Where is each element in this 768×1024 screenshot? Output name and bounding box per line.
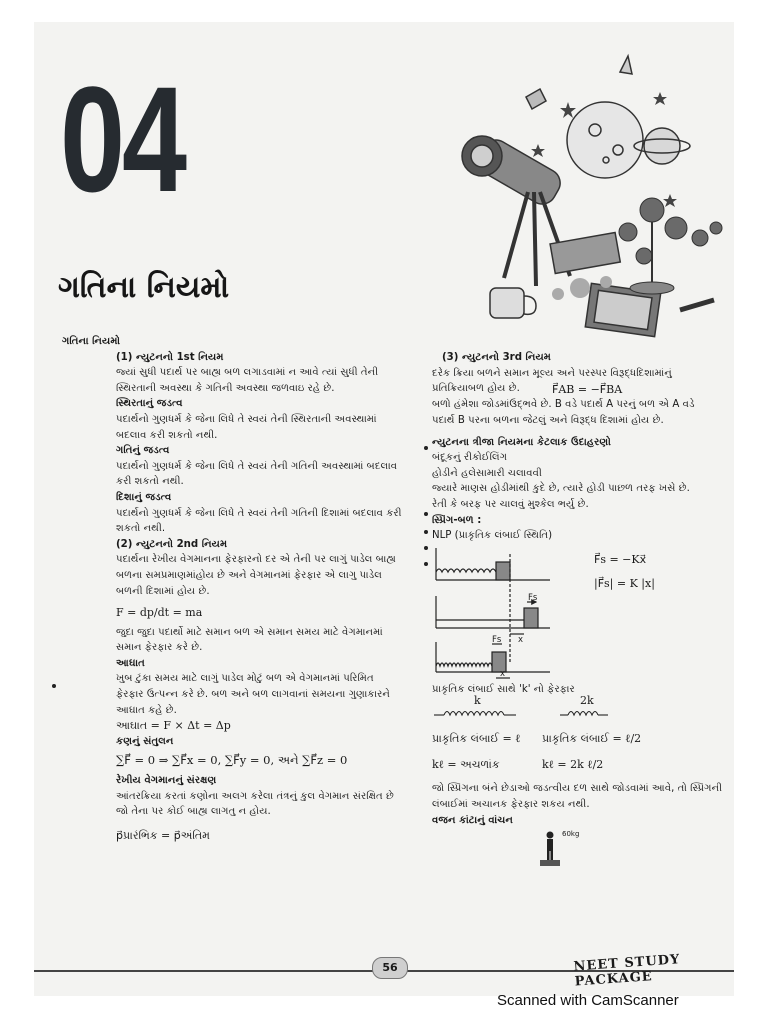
spring-comparison-drawing [432,707,632,723]
space-telescope-illustration [430,42,730,342]
spring-formula-vector: F⃗s = −Kx⃗ [594,552,647,566]
constant-row [432,757,724,781]
rest-inertia-title: સ્થિરતાનું જડત્વ [116,398,183,410]
motion-inertia-title: ગતિનું જડત્વ [116,445,170,457]
direction-inertia-text: શકતો નથી. [116,523,166,535]
law1-text-line: સ્થિરતાની અવસ્થા કે ગતિની અવસ્થા જળવાઇ રહે છે. [116,382,335,394]
example-item: બંદૂકનું રીકોઈલિંગ [432,452,508,464]
spring-2k-label: 2k [580,694,594,708]
law3-title: (3) ન્યુટનનો 3rd નિયમ [442,352,551,363]
bullet-marker [424,562,428,566]
direction-inertia-title: દિશાનું જડત્વ [116,491,172,503]
law2-title: (2) ન્યુટનનો 2nd નિયમ [116,538,228,550]
spring-formula-magnitude: |F⃗s| = K |x| [594,576,655,590]
bullet-marker [424,512,428,516]
natural-length-row [432,731,724,753]
displacement-label: x [518,634,524,645]
natural-length-2: પ્રાકૃતિક લંબાઈ = ℓ/2 [542,732,642,746]
bullet-marker [424,446,428,450]
equilibrium-title: કણનું સંતુલન [116,735,174,747]
spring-constants-row [432,694,724,727]
constant-1: kℓ = અચળાંક [432,758,500,772]
impulse-title: આઘાત [116,657,145,669]
law1-title: (1) ન્યુટનનો 1st નિયમ [116,351,224,363]
motion-inertia-text: કરી શકતો નથી. [116,476,184,488]
law2-text-line: જુદા જુદા પદાર્થો માટે સમાન બળ એ સમાન સમય માટે વેગમાનમાં [116,626,383,638]
motion-inertia-text: પદાર્થનો ગુણધર્મ કે જેના લિધે તે સ્વયં તેની ગતિની અવસ્થામાં બદલાવ [116,460,398,472]
rest-inertia-text: બદલાવ કરી શકતો નથી. [116,429,218,441]
k-change-text: પ્રાકૃતિક લંબાઈ સાથે 'k' નો ફેરફાર [432,683,575,695]
spring-k-label: k [474,694,481,708]
force-formula: F = dp/dt = ma [116,606,203,620]
impulse-text-line: આઘાત કહે છે. [116,704,177,716]
law3-formula: F⃗AB = −F⃗BA [552,382,623,396]
weight-label: 60kg [562,830,580,839]
bullet-marker [424,530,428,534]
displacement-label: x [500,668,506,679]
footer-brand: NEET STUDY PACKAGE [573,952,681,990]
weighing-scale-title: વજન કાંટાનું વાંચન [432,814,513,826]
law2-text-line: પદાર્થના રેખીય વેગમાનના ફેરફારનો દર એ તેની પર લાગું પાડેલ બાહ્ય [116,554,396,566]
example-item: હોડીને હલેસામારી ચલાવવી [432,467,542,479]
example-item: રેતી કે બરફ પર ચાલવું મુશ્કેલ ભર્યુ છે. [432,498,589,510]
equilibrium-formula: ∑F⃗ = 0 ⇒ ∑F⃗x = 0, ∑F⃗y = 0, અને ∑F⃗z = 0 [116,753,348,768]
impulse-text-line: ફેરફાર ઉત્પન્ન કરે છે. બળ અને બળ લાગવાનાં સમયના ગુણાકારને [116,689,390,701]
rest-inertia-text: પદાર્થનો ગુણધર્મ કે જેના લિધે તે સ્વયં તેની સ્થિરતાની અવસ્થામાં [116,413,377,425]
law3-text-line: બળો હંમેશા જોડમાંઉદ્ભવે છે. B વડે પદાર્થ A પરનું બળ એ A વડે [432,399,695,411]
scanner-watermark: Scanned with CamScanner [497,992,679,1009]
left-column [62,334,414,843]
law3-text-line: પદાર્થ B પરના બળના જેટલું અને વિરૂદ્ધ દિશામાં હોય છે. [432,414,664,426]
law3-text-line: દરેક ક્રિયા બળને સમાન મૂલ્ય અને પરસ્પર વિરૂદ્ધદિશામાંનું [432,367,672,379]
law2-text-line: બળની દિશામાં હોય છે. [116,585,210,597]
section-heading: ગતિના નિયમો [62,336,121,347]
example-item: જ્યારે માણસ હોડીમાંથી કુદે છે, ત્યારે હોડી પાછળ તરફ ખસે છે. [432,483,690,495]
page-number: 56 [372,957,408,979]
right-column [432,350,724,868]
law2-text-line: સમાન ફેરફાર કરે છે. [116,642,203,654]
natural-length-1: પ્રાકૃતિક લંબાઈ = ℓ [432,732,521,746]
law1-text-line: જ્યાં સુધી પદાર્થ પર બાહ્ય બળ લગાડવામાં ન આવે ત્યાં સુધી તેની [116,367,379,379]
law3-text-line: પ્રતિક્રિયાબળ હોય છે. [432,383,520,395]
impulse-formula: આઘાત = F × Δt = Δp [116,719,231,733]
momentum-conservation-text: આંતરક્રિયા કરતાં કણોના અલગ કરેલા તંત્રનું કુલ વેગમાન સંરક્ષિત છે [116,790,394,802]
nlp-label: NLP (પ્રાકૃતિક લંબાઈ સ્થિતિ) [432,530,553,542]
momentum-conservation-text: જો તેના પર કોઈ બાહ્ય લાગતુ ન હોય. [116,806,271,818]
chapter-number: 04 [60,55,184,223]
direction-inertia-text: પદાર્થનો ગુણધર્મ કે જેના લિધે તે સ્વયં તેની ગતિની દિશામાં બદલાવ કરી [116,507,402,519]
spring-cut-text: જો સ્પ્રિંગના બંને છેડાઓ જડત્વીય દળ સાથે જોડવામાં આવે, તો સ્પ્રિંગની [432,783,723,795]
document-page [34,22,734,996]
momentum-conservation-title: રેખીય વેગમાનનું સંરક્ષણ [116,775,217,787]
momentum-conservation-formula: p⃗પ્રારંભિક = p⃗અંતિમ [116,828,210,842]
law2-text-line: બળના સમપ્રમાણમાંહોય છે અને વેગમાનમાં ફેરફાર એ લાગુ પાડેલ [116,569,382,581]
spring-force-label: Fs [528,592,538,603]
spring-force-label: Fs [492,634,502,645]
bullet-marker [424,546,428,550]
spring-force-title: સ્પ્રિંગ-બળ : [432,514,482,526]
impulse-text-line: ખુબ ટુંકા સમય માટે લાગું પાડેલ મોટું બળ એ વેગમાનમાં પરિમિત [116,673,374,685]
weighing-scale-figure [432,828,724,868]
examples-title: ન્યુટનના ત્રીજા નિયમના કેટલાક ઉદાહરણો [432,436,611,448]
bullet-marker [52,684,56,688]
chapter-title: ગતિના નિયમો [58,270,230,305]
spring-diagram-block [432,544,724,680]
spring-cut-text: લંબાઈમાં અચાનક ફેરફાર શકય નથી. [432,798,590,810]
constant-2: kℓ = 2k ℓ/2 [542,758,604,772]
